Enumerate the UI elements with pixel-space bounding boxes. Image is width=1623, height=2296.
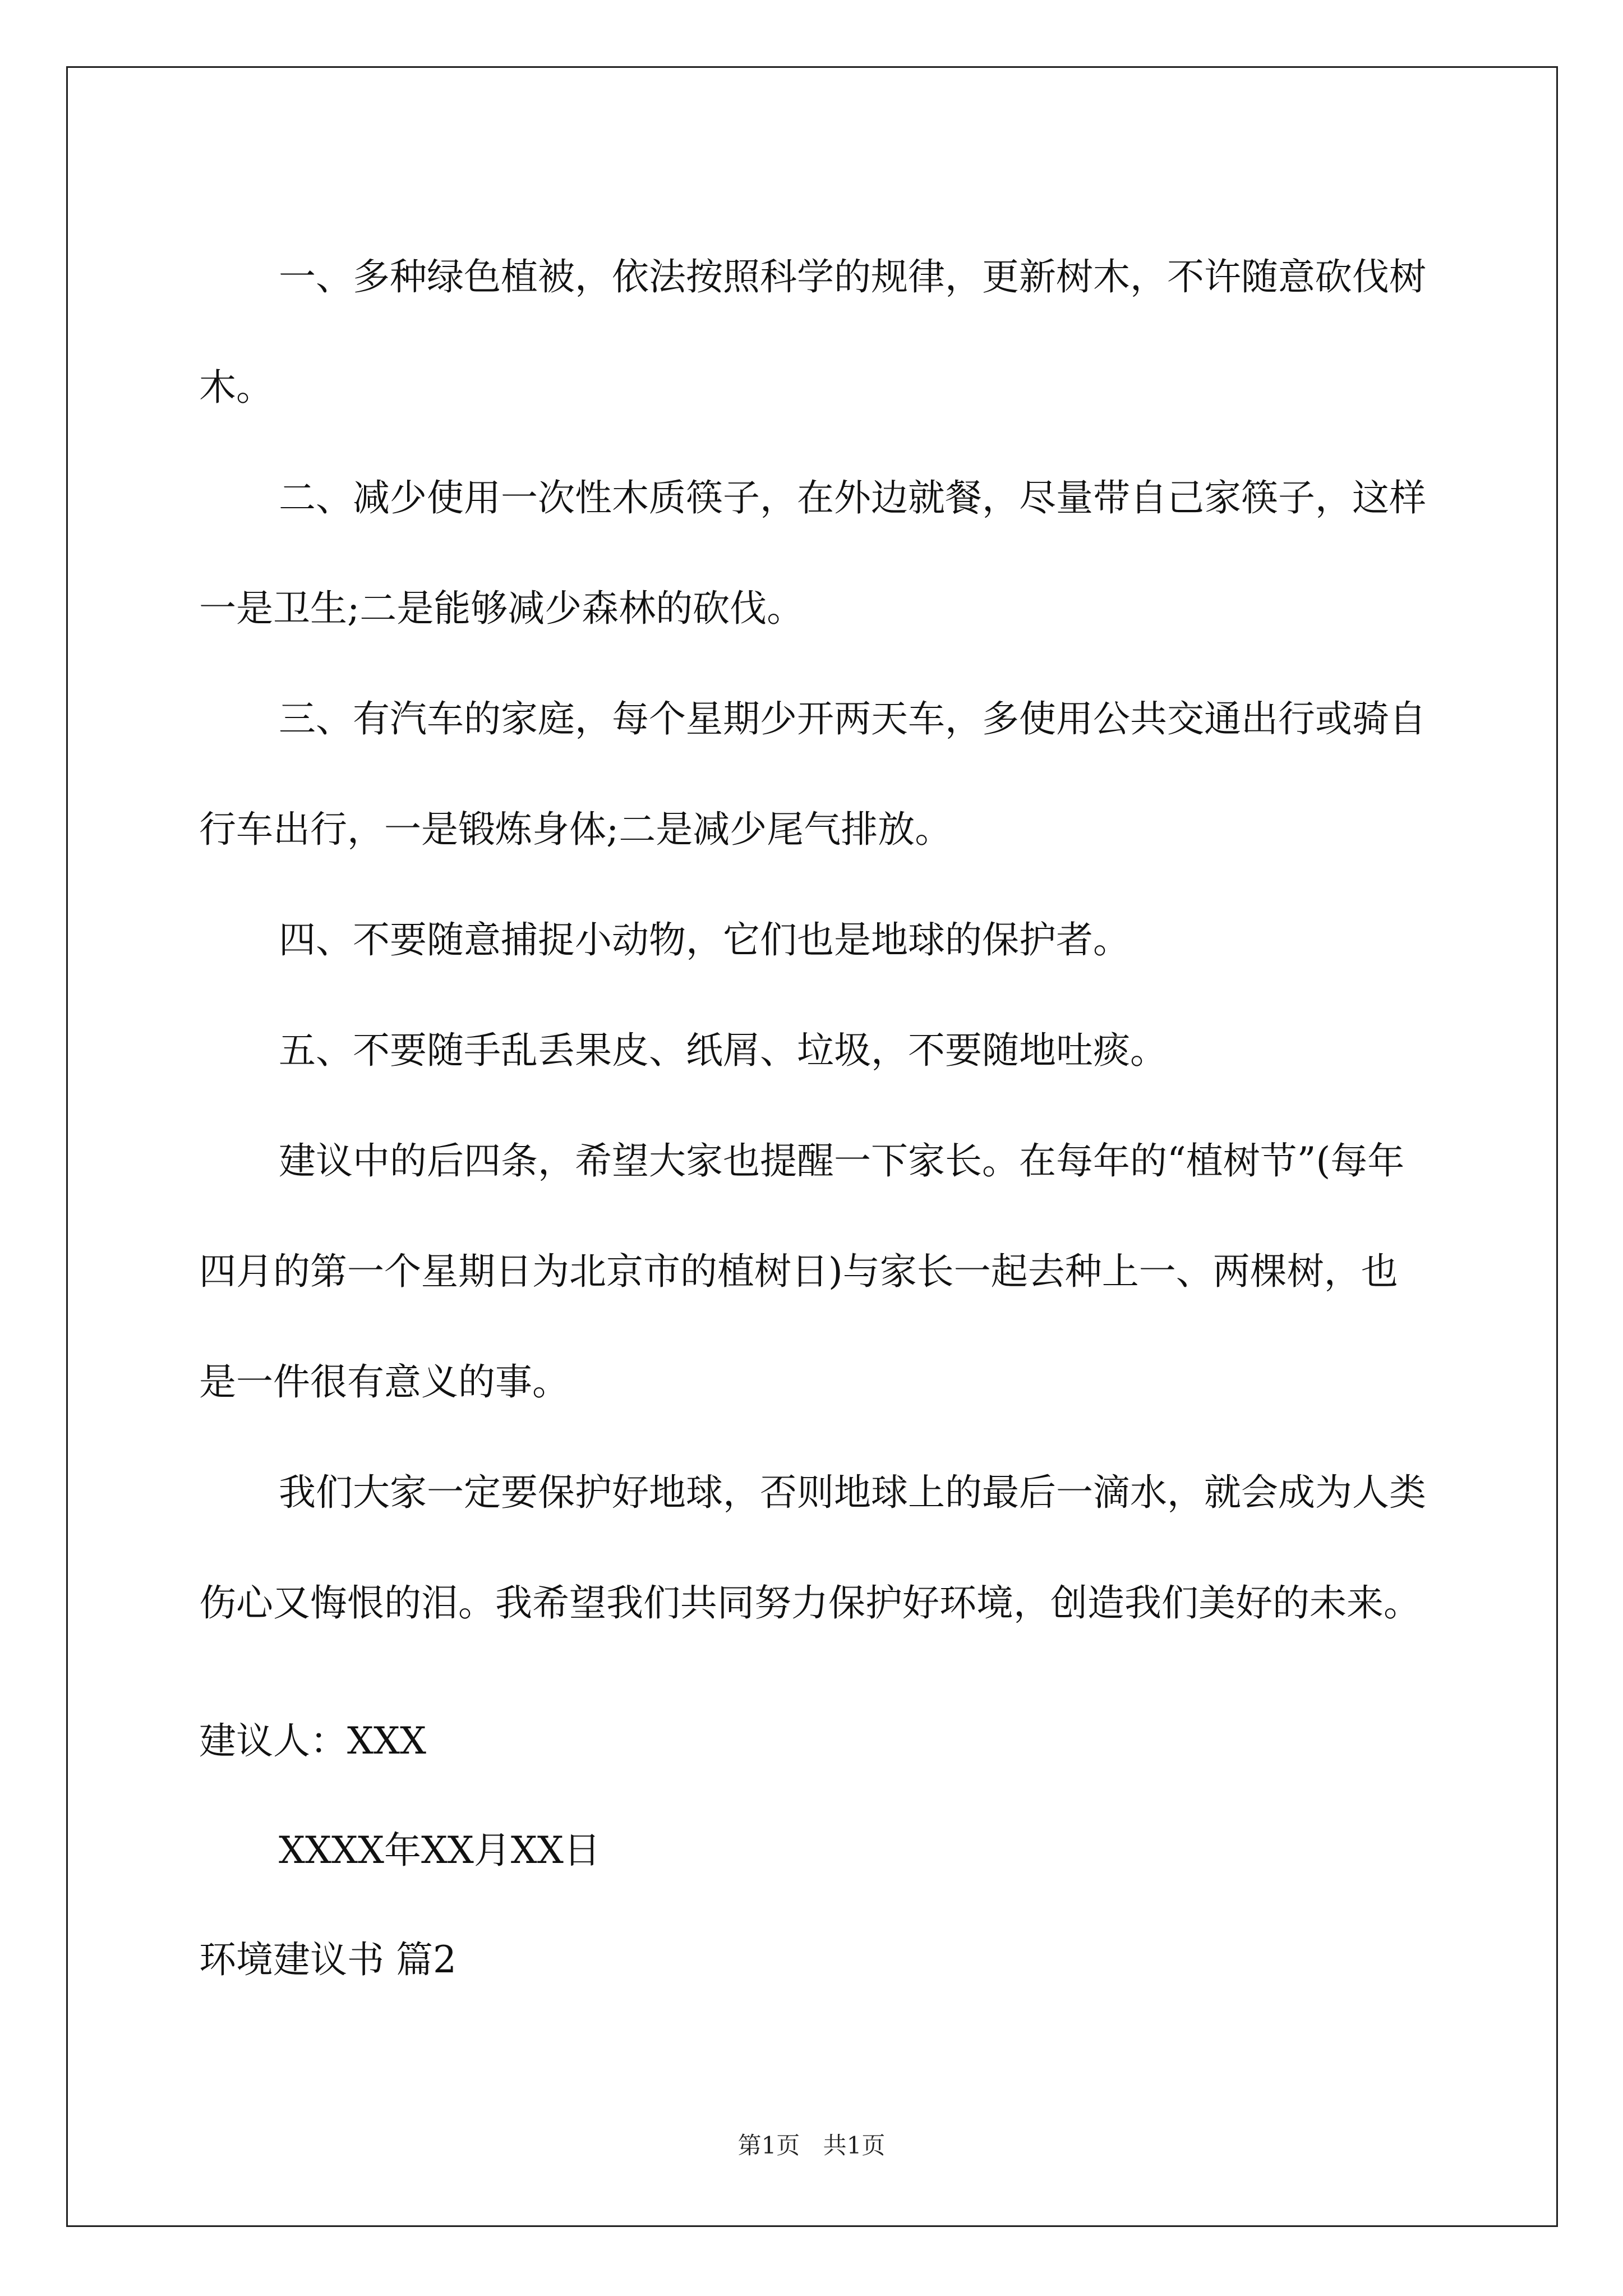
paragraph-3: 三、有汽车的家庭，每个星期少开两天车，多使用公共交通出行或骑自行车出行，一是锻炼身体;二是减少尾气排放。 xyxy=(199,697,1426,851)
paragraph-4: 四、不要随意捕捉小动物，它们也是地球的保护者。 xyxy=(279,918,1130,961)
page-total: 共1页 xyxy=(823,2132,886,2159)
date-line: XXXX年XX月XX日 xyxy=(279,1829,601,1872)
page-footer xyxy=(0,2127,1623,2161)
paragraph-5: 五、不要随手乱丢果皮、纸屑、垃圾，不要随地吐痰。 xyxy=(279,1029,1167,1072)
paragraph-7: 我们大家一定要保护好地球，否则地球上的最后一滴水，就会成为人类伤心又悔恨的泪。我希望我们共同努力保护好环境，创造我们美好的未来。 xyxy=(199,1471,1426,1625)
paragraph-1: 一、多种绿色植被，依法按照科学的规律，更新树木，不许随意砍伐树木。 xyxy=(199,255,1426,409)
page-number: 第1页 xyxy=(737,2132,800,2159)
paragraph-6: 建议中的后四条，希望大家也提醒一下家长。在每年的“植树节”(每年四月的第一个星期日为北京市的植树日)与家长一起去种上一、两棵树，也是一件很有意义的事。 xyxy=(199,1139,1405,1404)
document-body xyxy=(199,222,1433,1658)
next-section-heading: 环境建议书 篇2 xyxy=(199,1938,457,1981)
proposer-line: 建议人：XXX xyxy=(199,1719,426,1763)
paragraph-2: 二、减少使用一次性木质筷子，在外边就餐，尽量带自己家筷子，这样一是卫生;二是能够减少森林的砍伐。 xyxy=(199,476,1426,630)
